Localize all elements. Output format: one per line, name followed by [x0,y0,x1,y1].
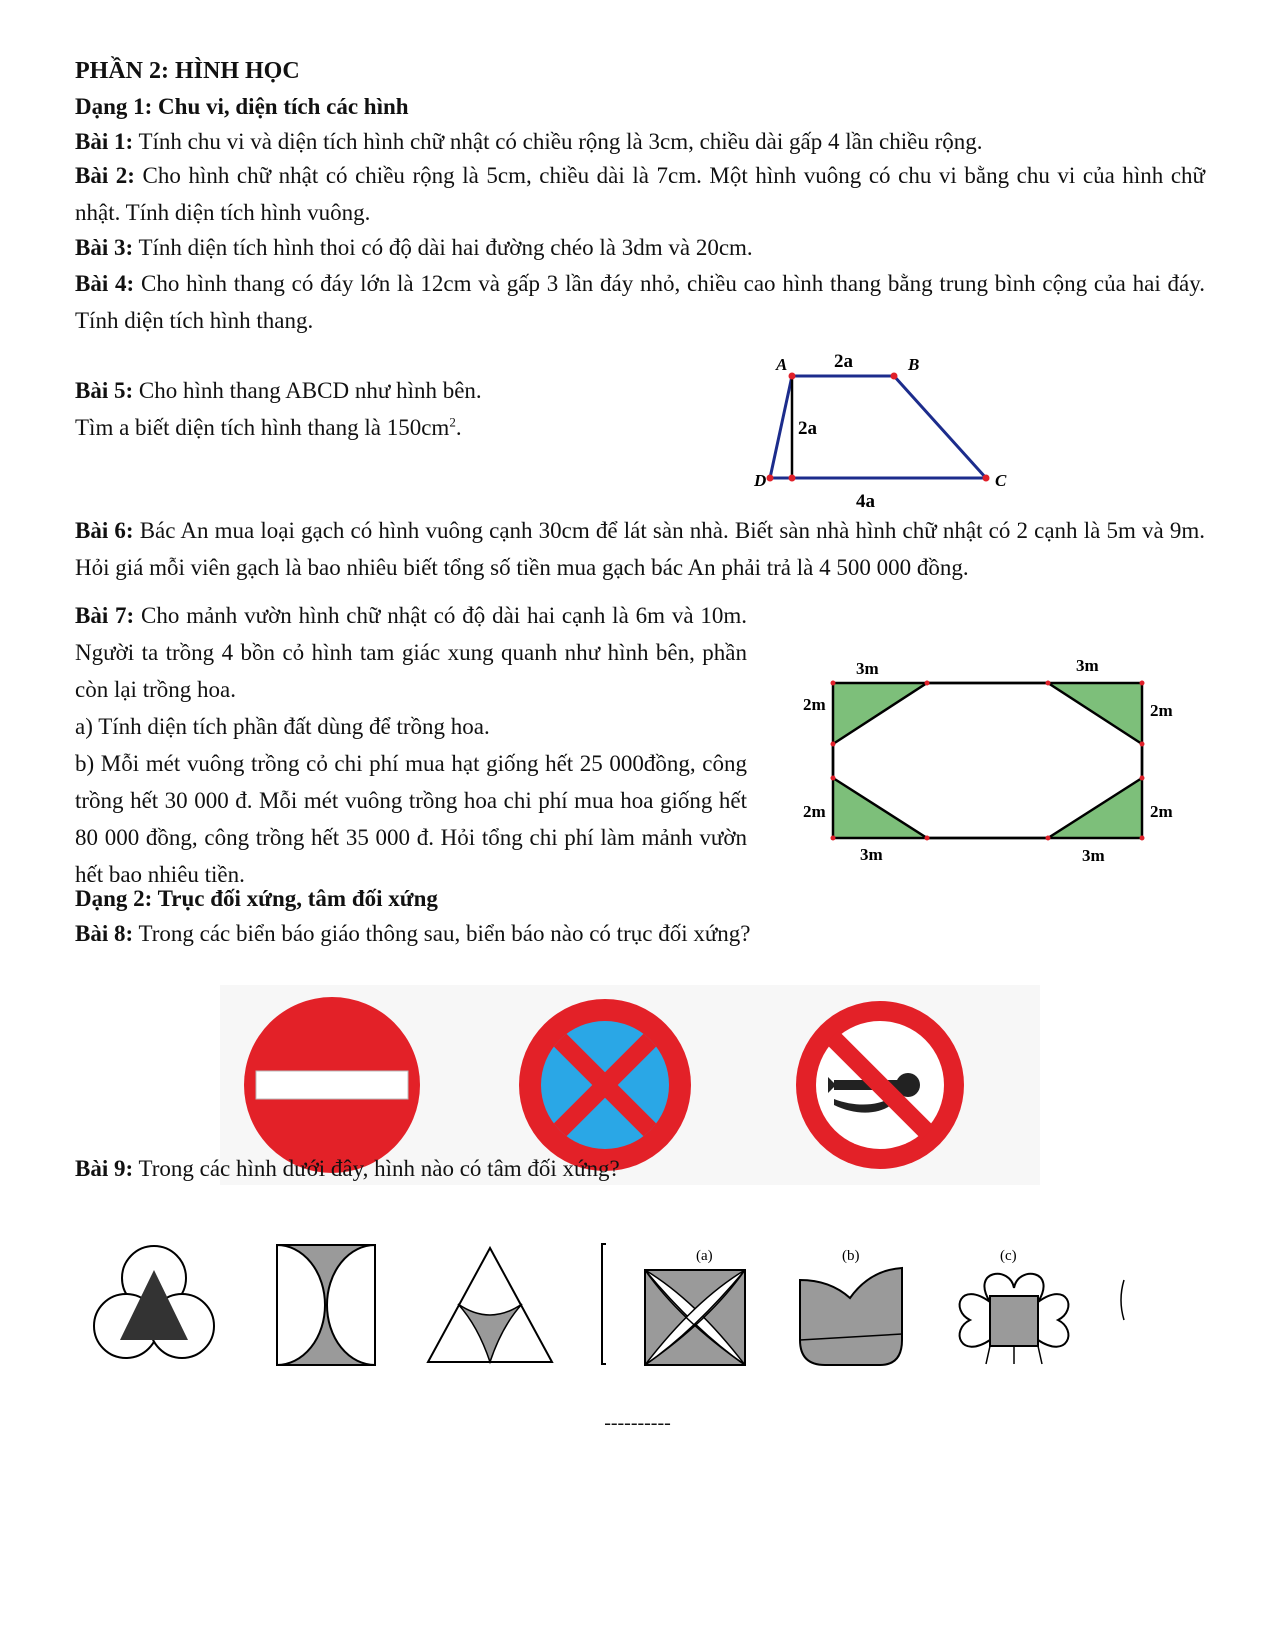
corner-dot [831,776,836,781]
problem-text: Cho hình chữ nhật có chiều rộng là 5cm, chiều dài là 7cm. Một hình vuông có chu vi bằng chu vi của hình chữ nhật. Tính diện tích hình vuông. [75,163,1206,225]
top-base-label: 2a [834,351,853,372]
problem-label: Bài 7: [75,603,135,628]
vertex-a-label: A [776,355,788,374]
topic-2-heading: Dạng 2: Trục đối xứng, tâm đối xứng [75,886,438,911]
corner-dot [1046,681,1051,686]
footer-divider: ---------- [604,1412,671,1434]
shape-a-square-petals [645,1270,745,1365]
concave-rectangle-shape [277,1245,375,1365]
vertex-c-label: C [995,471,1007,490]
problem-text: Tính chu vi và diện tích hình chữ nhật có chiều rộng là 3cm, chiều dài gấp 4 lần chiều rộng. [133,129,983,154]
corner-dot [1140,681,1145,686]
height-foot-dot [789,475,796,482]
shape-a-label: (a) [696,1248,713,1264]
no-stopping-sign [519,999,691,1171]
problem-label: Bài 1: [75,129,134,154]
shape-b-cup [800,1268,902,1365]
problem-text: Bác An mua loại gạch có hình vuông cạnh 30cm để lát sàn nhà. Biết sàn nhà hình chữ nhật có 2 cạnh là 5m và 9m. Hỏi giá mỗi viên gạch là bao nhiêu biết tổng số tiền mua gạch bác An phải trả là 4 500 000 đồng. [75,518,1206,580]
partial-curve [1121,1280,1124,1320]
garden-figure [770,650,1190,870]
problem-label: Bài 4: [75,271,135,296]
vertex-c-dot [983,475,990,482]
no-entry-sign [244,997,420,1173]
problem-text: Cho mảnh vườn hình chữ nhật có độ dài hai cạnh là 6m và 10m. Người ta trồng 4 bồn cỏ hình tam giác xung quanh như hình bên, phần còn lại trồng hoa. [75,603,747,702]
problem-1 [75,123,1205,160]
trefoil-triangle-shape [94,1246,214,1358]
corner-dot [1140,742,1145,747]
no-horn-sign [796,1001,964,1169]
vertex-d-label: D [754,471,767,490]
vertex-a-dot [789,373,796,380]
bottom-base-label: 4a [856,491,875,512]
corner-dot [1140,836,1145,841]
shape-c-square-loops [960,1274,1069,1364]
label-bottom-right: 3m [1082,846,1105,865]
problem-label: Bài 3: [75,235,134,260]
corner-dot [925,836,930,841]
problem-7-part-a: a) Tính diện tích phần đất dùng để trồng hoa. [75,714,490,739]
problem-text: Trong các hình dưới đây, hình nào có tâm đối xứng? [133,1156,620,1181]
problem-2 [75,157,1205,231]
problem-8 [75,915,1205,952]
problem-3 [75,229,1205,266]
vertex-b-label: B [908,355,920,374]
trapezoid-figure [754,351,1030,518]
vertex-b-dot [891,373,898,380]
problem-9 [75,1150,1205,1187]
label-left-bottom: 2m [803,802,826,821]
problem-label: Bài 2: [75,163,135,188]
left-bracket [602,1244,606,1364]
label-right-bottom: 2m [1150,802,1173,821]
section-title: PHẦN 2: HÌNH HỌC [75,58,300,84]
curved-triangle-shape [428,1248,552,1362]
problem-label: Bài 8: [75,921,134,946]
problem-label: Bài 5: [75,378,134,403]
problem-text: Tính diện tích hình thoi có độ dài hai đường chéo là 3dm và 20cm. [133,235,753,260]
problem-text: Trong các biển báo giáo thông sau, biển báo nào có trục đối xứng? [133,921,751,946]
shape-c-label: (c) [1000,1248,1017,1264]
problem-7-part-b: b) Mỗi mét vuông trồng cỏ chi phí mua hạt giống hết 25 000đồng, công trồng hết 30 000 đ. Mỗi mét vuông trồng hoa chi phí mua hoa giống hết 80 000 đồng, công trồng hết 35 000 đ. Hỏi tổng chi phí làm mảnh vườn hết bao nhiêu tiền. [75,751,747,887]
superscript: 2 [449,414,456,430]
label-bottom-left: 3m [860,845,883,864]
problem-text: Cho hình thang có đáy lớn là 12cm và gấp 3 lần đáy nhỏ, chiều cao hình thang bằng trung bình cộng của hai đáy. Tính diện tích hình thang. [75,271,1205,333]
vertex-d-dot [767,475,774,482]
topic-1-heading: Dạng 1: Chu vi, diện tích các hình [75,94,409,119]
problem-5: Bài 5: Cho hình thang ABCD như hình bên. Tìm a biết diện tích hình thang là $150cm^2$. [75,378,482,440]
label-top-left: 3m [856,659,879,678]
problem-text-line2: Tìm a biết diện tích hình thang là 150cm [75,415,450,440]
corner-dot [1046,836,1051,841]
problem-6 [75,512,1205,586]
label-left-top: 2m [803,695,826,714]
problem-4 [75,265,1205,339]
corner-dot [925,681,930,686]
label-top-right: 3m [1076,656,1099,675]
problem-label: Bài 9: [75,1156,134,1181]
problem-7 [75,597,747,893]
corner-dot [831,681,836,686]
height-label: 2a [798,418,817,439]
corner-dot [831,836,836,841]
symmetry-shapes-figure [90,1240,1210,1370]
label-right-top: 2m [1150,701,1173,720]
shape-b-label: (b) [842,1248,860,1264]
corner-dot [1140,776,1145,781]
corner-dot [831,742,836,747]
problem-label: Bài 6: [75,518,134,543]
problem-text: Cho hình thang ABCD như hình bên. [133,378,482,403]
